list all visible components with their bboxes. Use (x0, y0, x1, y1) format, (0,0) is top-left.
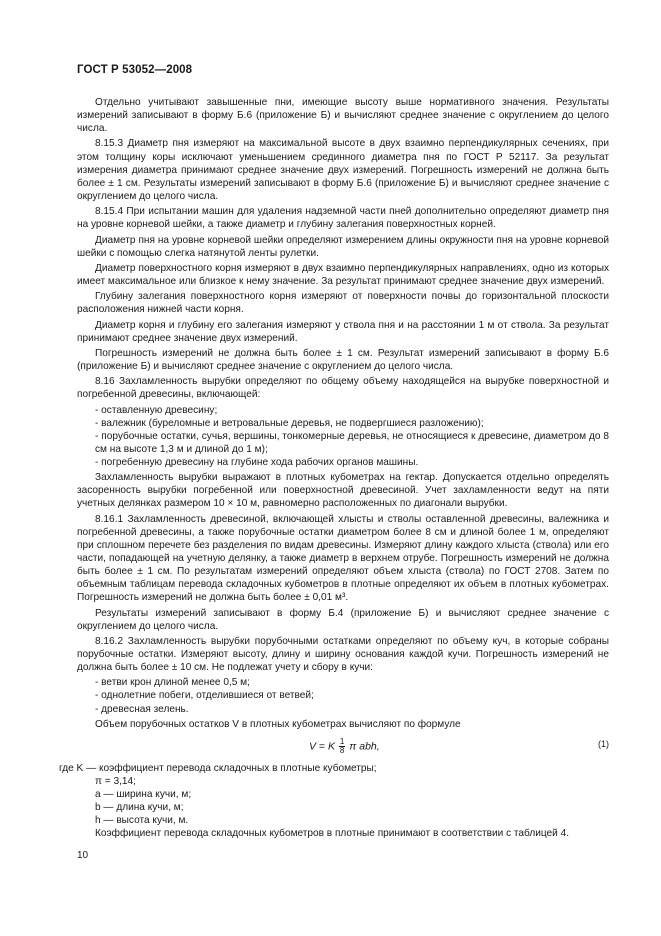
legend-item: h — высота кучи, м. (95, 815, 189, 827)
list-item: - древесная зелень. (95, 703, 189, 715)
paragraph: Коэффициент перевода складочных кубометров в плотные принимают в соответствии с таблицей 4. (95, 828, 570, 840)
legend-item: где K — коэффициент перевода складочных в плотные кубометры; (59, 762, 377, 774)
paragraph: Результаты измерений записывают в форму Б.4 (приложение Б) и вычисляют среднее значение с округлением до целого числа. (77, 607, 609, 632)
list-item: - погребенную древесину на глубине хода рабочих органов машины. (95, 457, 419, 469)
paragraph: Объем порубочных остатков V в плотных кубометрах вычисляют по формуле (95, 718, 461, 730)
paragraph: 8.16.2 Захламленность вырубки порубочными остатками определяют по объему куч, в которые собраны порубочные остатки. Измеряют высоту, длину и ширину основания каждой кучи. Погрешность измерений не должна быть более ± 10 см. Не подлежат учету и сбору в кучи: (77, 635, 609, 674)
formula-rest: π abh, (346, 740, 380, 753)
paragraph: Диаметр поверхностного корня измеряют в двух взаимно перпендикулярных направлениях, одно из которых имеет максимальное или близкое к нему значение. За результат принимают среднее значение двух измерений. (77, 262, 609, 287)
paragraph: 8.15.3 Диаметр пня измеряют на максимальной высоте в двух взаимно перпендикулярных сечениях, при этом толщину коры исключают уменьшением срединного диаметра пня по ГОСТ Р 52117. За результат измерения диаметра принимают среднее значение двух измерений. Погрешность измерений не должна быть более ± 1 см. Результаты измерений записывают в форму Б.6 (приложение Б) и вычисляют среднее значение с округлением до целого числа. (77, 138, 609, 202)
legend-item: b — длина кучи, м; (95, 802, 184, 814)
page-number: 10 (77, 850, 89, 861)
formula (77, 733, 609, 759)
list-item: - ветви крон длиной менее 0,5 м; (95, 677, 250, 689)
formula-equals: = (316, 740, 328, 753)
list-item: - валежник (буреломные и ветровальные деревья, не подвергшиеся разложению); (95, 417, 484, 429)
paragraph: 8.16 Захламленность вырубки определяют по общему объему находящейся на вырубке поверхностной и погребенной древесины, включающей: (77, 376, 609, 401)
paragraph: Отдельно учитывают завышенные пни, имеющие высоту выше нормативного значения. Результаты измерений записывают в форму Б.6 (приложение Б) и вычисляют среднее значение с округлением до целого числа. (77, 97, 609, 135)
formula-fraction (339, 738, 345, 755)
legend-item: a — ширина кучи, м; (95, 789, 192, 801)
paragraph: Погрешность измерений не должна быть более ± 1 см. Результат измерений записывают в форму Б.6 (приложение Б) и вычисляют среднее значение с округлением до целого числа. (77, 348, 609, 373)
paragraph: Диаметр пня на уровне корневой шейки определяют измерением длины окружности пня на уровне корневой шейки с помощью слегка натянутой ленты рулетки. (77, 234, 609, 259)
formula-legend (59, 762, 609, 827)
paragraph: 8.15.4 При испытании машин для удаления надземной части пней дополнительно определяют диаметр пня на уровне корневой шейки, а также диаметр и глубину залегания поверхностных корней. (77, 206, 609, 231)
paragraph: Глубину залегания поверхностного корня измеряют от поверхности почвы до горизонтальной плоскости расположения нижней части корня. (77, 291, 609, 316)
equation-number: (1) (598, 738, 609, 749)
legend-item: π = 3,14; (95, 776, 136, 788)
paragraph: Захламленность вырубки выражают в плотных кубометрах на гектар. Допускается отдельно определять засоренность вырубки погребенной или поверхностной древесиной. Учет захламленности ведут на пяти учетных делянках размером 10 × 10 м, равномерно расположенных по диагонали вырубки. (77, 472, 609, 510)
list-item: - порубочные остатки, сучья, вершины, тонкомерные деревья, не относящиеся к древесине, диаметром до 8 см на высоте 1,3 м и длиной до 1 м); (95, 430, 609, 456)
paragraph: Диаметр корня и глубину его залегания измеряют у ствола пня и на расстоянии 1 м от ствола. За результат принимают среднее значение двух измерений. (77, 319, 609, 344)
formula-k: K (327, 740, 335, 753)
formula-expression (309, 738, 380, 755)
fraction-numerator: 1 (339, 736, 345, 746)
formula-lhs: V (309, 740, 317, 753)
document-id: ГОСТ Р 53052—2008 (77, 64, 193, 76)
list-item: - оставленную древесину; (95, 404, 218, 416)
document-body (59, 96, 609, 843)
list-item: - однолетние побеги, отделившиеся от ветвей; (95, 690, 314, 702)
paragraph: 8.16.1 Захламленность древесиной, включающей хлысты и стволы оставленной древесины, валежника и погребенной древесины, а также порубочные остатки диаметром более 8 см и длиной более 1 м, определяют при сплошном перечете без разделения по видам древесины. Измеряют длину каждого хлыста (ствола) или его части, попадающей на учетную делянку, а также диаметр в верхнем отрубе. Погрешность измерений не должна быть более ± 1 см. По результатам измерений определяют объем хлыста (ствола) по ГОСТ 2708. Затем по объемным таблицам перевода складочных кубометров в плотные определяют их объем в плотных кубометрах. Погрешность измерений не должна быть более ± 0,01 м³. (77, 513, 609, 604)
fraction-denominator: 8 (339, 745, 345, 755)
